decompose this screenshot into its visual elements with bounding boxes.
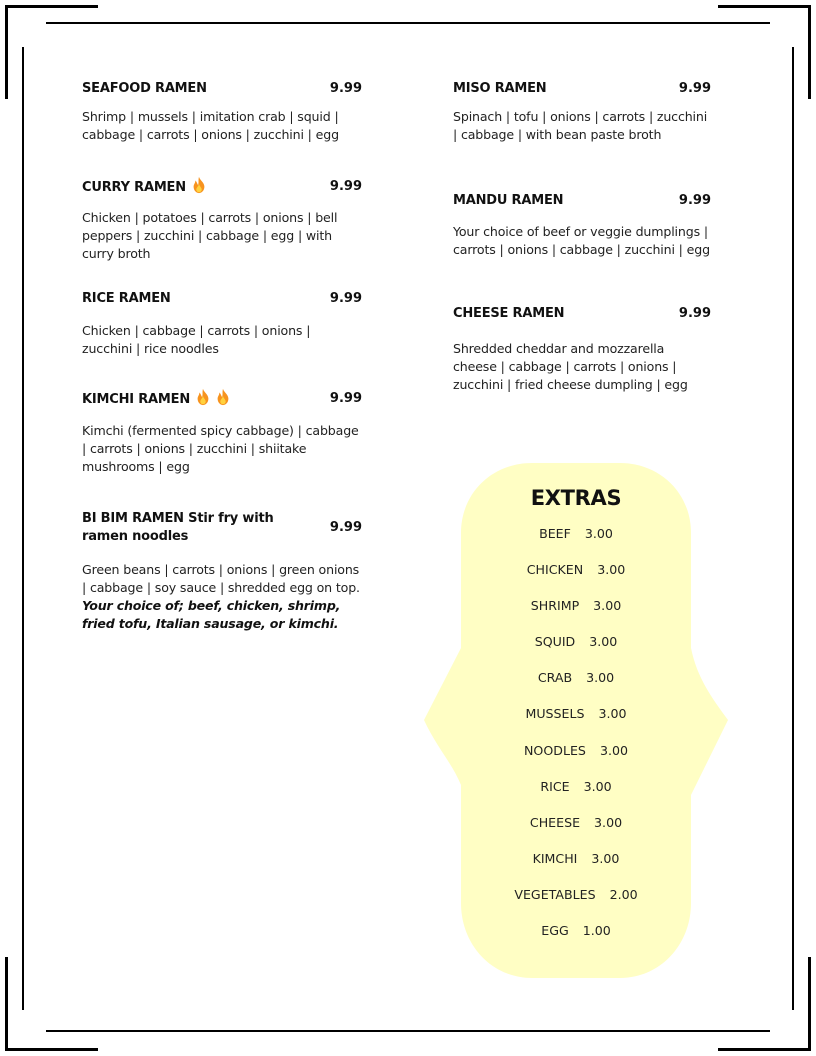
extras-item-price: 3.00 [599, 742, 628, 758]
item-name [82, 388, 232, 409]
frame-inner-top [46, 22, 770, 24]
item-price: 9.99 [329, 178, 362, 194]
extras-item-name: KIMCHI [532, 850, 578, 866]
frame-corner-bottom-left-h [5, 1048, 98, 1051]
frame-inner-left [22, 47, 24, 1010]
item-name [82, 176, 208, 197]
extras-item [461, 516, 691, 552]
menu-item-kimchi-ramen [82, 388, 362, 476]
extras-item-name: SQUID [534, 634, 576, 650]
extras-item-name: SHRIMP [530, 598, 580, 614]
extras-section [461, 480, 691, 949]
extras-item-name: CRAB [537, 670, 573, 686]
extras-item-name: CHEESE [529, 814, 581, 830]
item-name: MISO RAMEN [453, 81, 547, 96]
extras-item-price: 3.00 [584, 526, 613, 541]
menu-item-mandu-ramen [453, 192, 711, 259]
item-description: Chicken | potatoes | carrots | onions | bell peppers | zucchini | cabbage | egg | with curry broth [82, 210, 338, 261]
fire-icon [214, 388, 232, 406]
extras-item-name: NOODLES [524, 742, 586, 758]
item-name: BI BIM RAMEN Stir fry with ramen noodles [82, 511, 274, 544]
extras-item [461, 552, 691, 588]
frame-corner-top-left-h [5, 5, 98, 8]
frame-corner-bottom-left-v [5, 957, 8, 1051]
item-price: 9.99 [678, 306, 711, 321]
extras-item-price: 1.00 [582, 923, 611, 939]
extras-item [461, 624, 691, 660]
item-description: Green beans | carrots | onions | green onions | cabbage | soy sauce | shredded egg on top. [82, 562, 360, 595]
frame-inner-right [792, 47, 794, 1010]
item-price: 9.99 [329, 291, 362, 306]
fire-icon [194, 388, 212, 406]
frame-inner-bottom [46, 1030, 770, 1032]
item-name-text: KIMCHI RAMEN [82, 392, 190, 407]
extras-item [461, 841, 691, 877]
extras-item-price: 3.00 [583, 778, 612, 794]
menu-item-rice-ramen [82, 290, 362, 358]
extras-item [461, 733, 691, 769]
extras-item [461, 660, 691, 696]
extras-item [461, 913, 691, 949]
extras-item-price: 3.00 [594, 814, 623, 830]
extras-item-name: CHICKEN [526, 562, 584, 578]
extras-item [461, 696, 691, 732]
menu-item-curry-ramen [82, 176, 362, 263]
item-name: RICE RAMEN [82, 291, 171, 306]
menu-item-bi-bim-ramen [82, 510, 362, 633]
extras-item-name: VEGETABLES [514, 886, 596, 902]
extras-item-price: 2.00 [609, 886, 638, 902]
extras-list [461, 516, 691, 949]
item-name: CHEESE RAMEN [453, 306, 565, 321]
extras-item [461, 877, 691, 913]
extras-title: EXTRAS [530, 486, 622, 510]
item-name-text: CURRY RAMEN [82, 180, 186, 195]
item-name: SEAFOOD RAMEN [82, 81, 207, 96]
extras-item [461, 769, 691, 805]
item-name: MANDU RAMEN [453, 193, 564, 208]
extras-item-price: 3.00 [598, 706, 627, 722]
extras-item [461, 588, 691, 624]
frame-corner-bottom-right-h [718, 1048, 811, 1051]
frame-corner-top-right-v [808, 5, 811, 99]
menu-item-cheese-ramen [453, 305, 711, 394]
extras-item-name: EGG [541, 923, 569, 939]
extras-item [461, 805, 691, 841]
extras-item-name: BEEF [539, 526, 571, 541]
item-description: Kimchi (fermented spicy cabbage) | cabbage | carrots | onions | zucchini | shiitake mushrooms | egg [82, 423, 359, 474]
item-price: 9.99 [678, 81, 711, 96]
item-price: 9.99 [329, 390, 362, 406]
item-note: Your choice of; beef, chicken, shrimp, fried tofu, Italian sausage, or kimchi. [82, 598, 341, 631]
frame-corner-top-left-v [5, 5, 8, 99]
item-description: Spinach | tofu | onions | carrots | zucchini | cabbage | with bean paste broth [453, 109, 708, 142]
item-price: 9.99 [329, 520, 362, 535]
extras-item-price: 3.00 [597, 562, 626, 578]
extras-item-name: RICE [540, 778, 570, 794]
item-description: Your choice of beef or veggie dumplings | carrots | onions | cabbage | zucchini | egg [453, 224, 710, 257]
frame-corner-bottom-right-v [808, 957, 811, 1051]
item-description: Shrimp | mussels | imitation crab | squid | cabbage | carrots | onions | zucchini | egg [82, 109, 339, 142]
extras-item-price: 3.00 [589, 634, 618, 650]
item-description: Chicken | cabbage | carrots | onions | zucchini | rice noodles [82, 323, 311, 356]
extras-item-name: MUSSELS [525, 706, 585, 722]
item-description: Shredded cheddar and mozzarella cheese | cabbage | carrots | onions | zucchini | fried cheese dumpling | egg [453, 341, 688, 392]
extras-item-price: 3.00 [593, 598, 622, 614]
menu-item-seafood-ramen [82, 80, 362, 144]
frame-corner-top-right-h [718, 5, 811, 8]
extras-item-price: 3.00 [591, 850, 620, 866]
extras-item-price: 3.00 [586, 670, 615, 686]
item-price: 9.99 [678, 193, 711, 208]
fire-icon [190, 176, 208, 194]
menu-item-miso-ramen [453, 80, 711, 144]
item-price: 9.99 [329, 81, 362, 96]
